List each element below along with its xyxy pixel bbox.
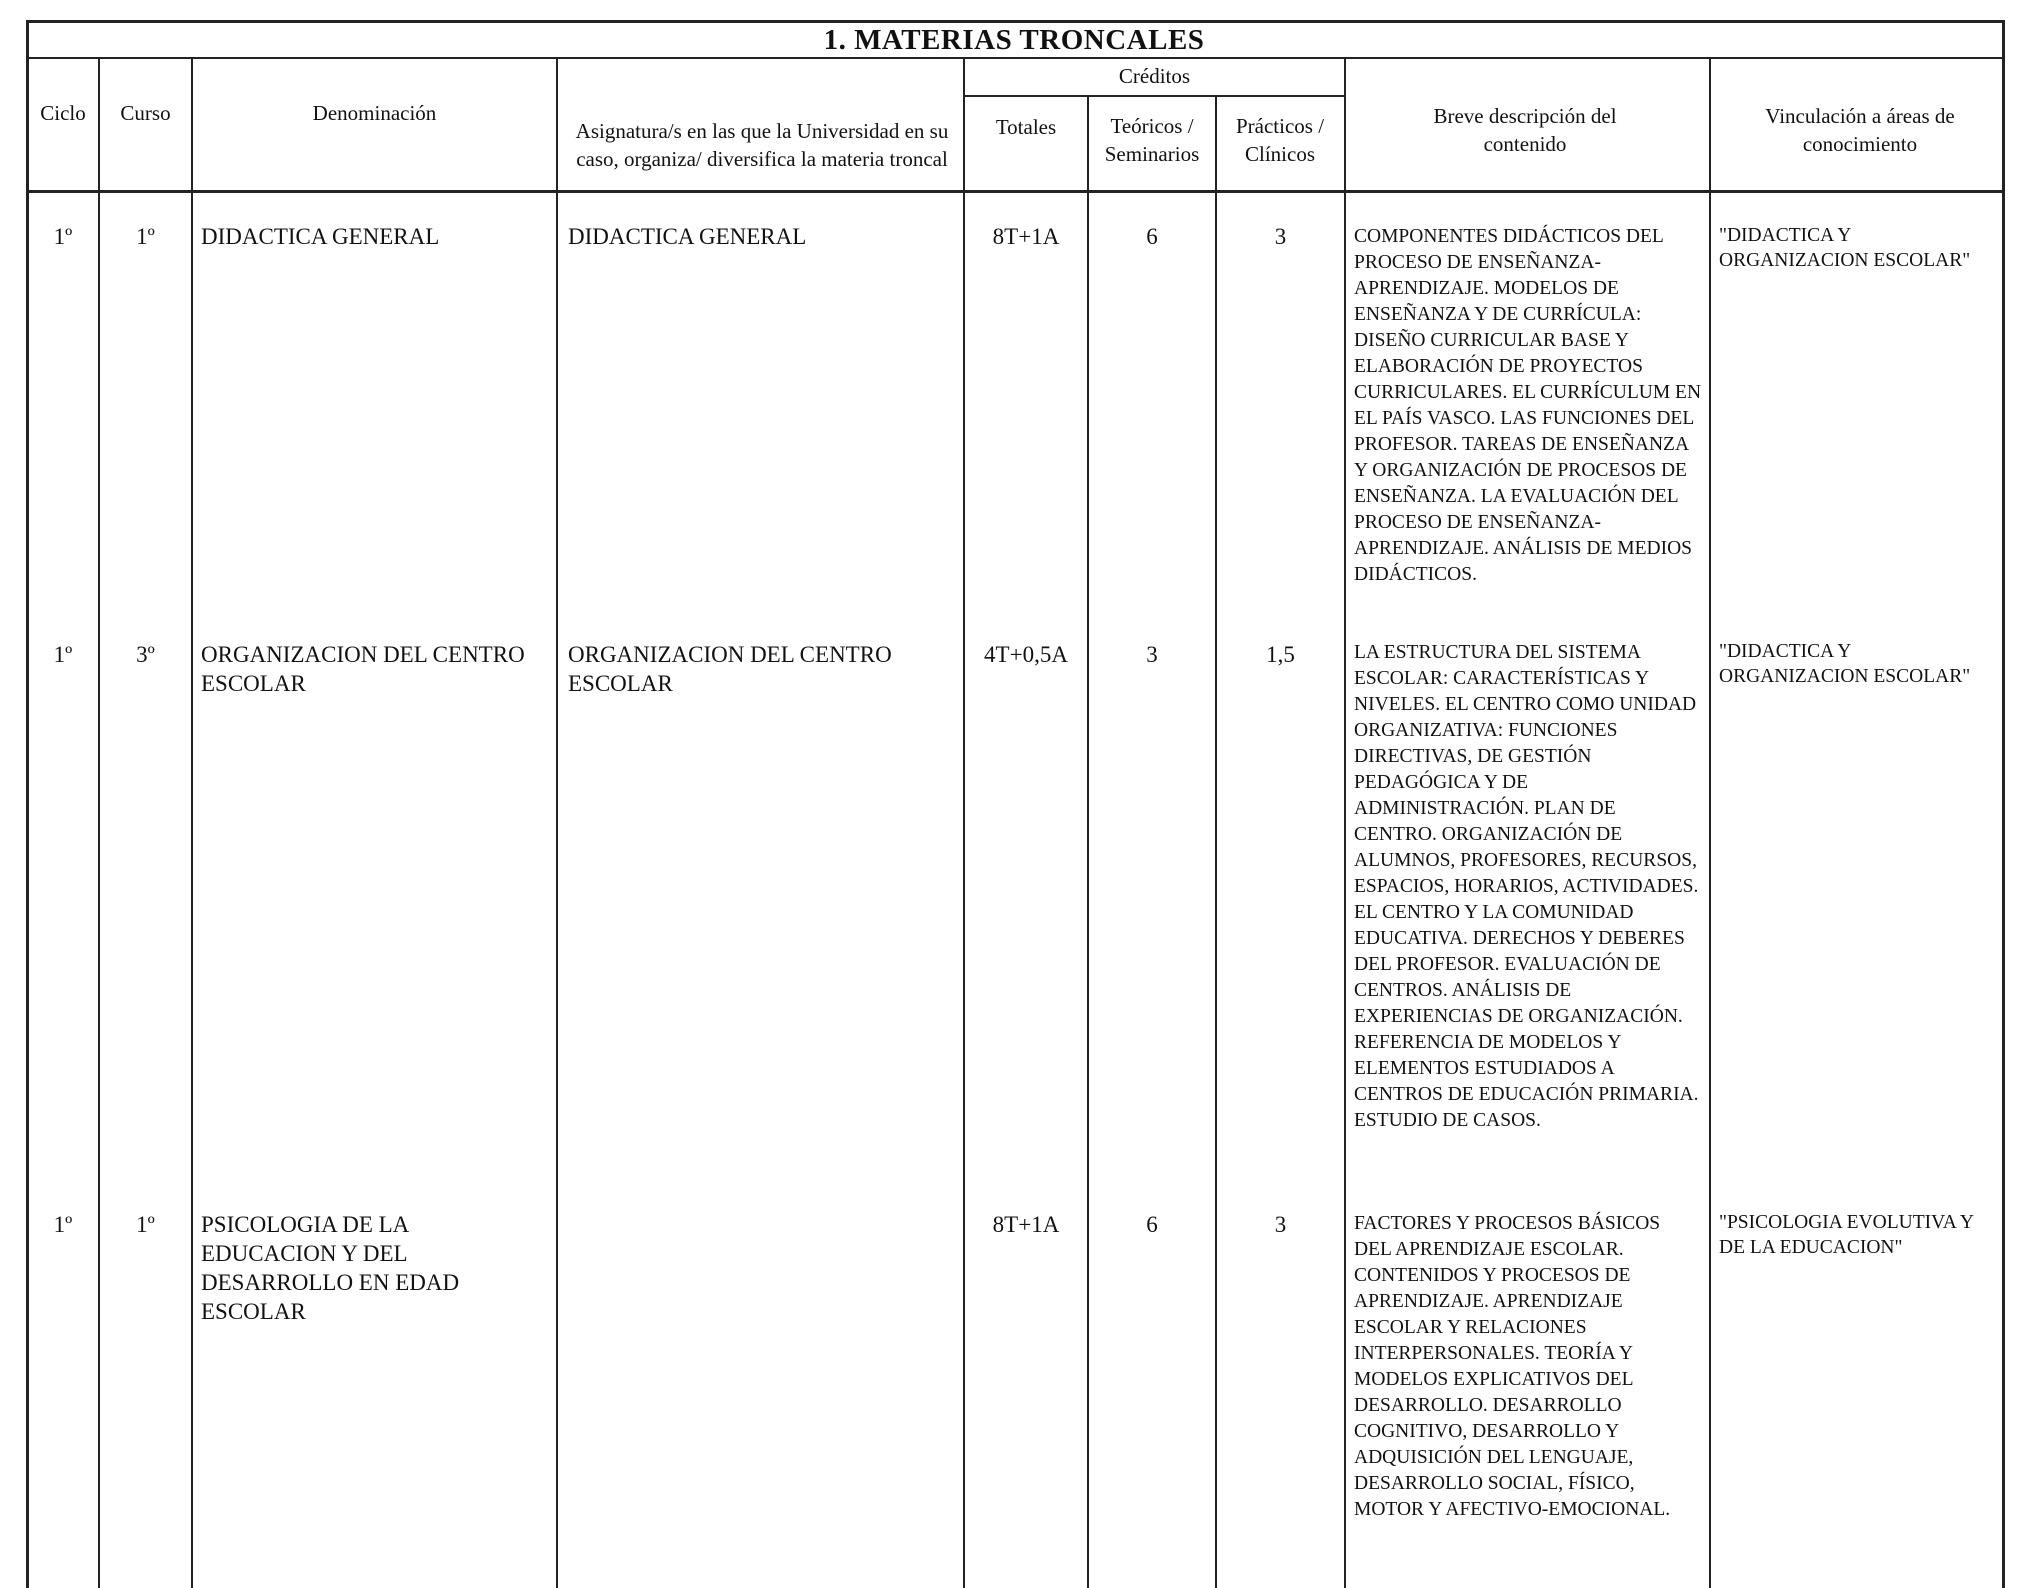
table-right-border bbox=[2002, 20, 2005, 1588]
header-bottom-border bbox=[26, 190, 2004, 193]
creditos-divider bbox=[963, 95, 1344, 97]
col-divider-asignatura-totales bbox=[963, 57, 965, 1588]
header-teoricos: Teóricos / Seminarios bbox=[1104, 114, 1200, 166]
row2-curso: 3º bbox=[136, 642, 155, 667]
header-vinculacion: Vinculación a áreas de conocimiento bbox=[1765, 104, 1955, 156]
row1-denominacion: DIDACTICA GENERAL bbox=[201, 224, 440, 249]
table-left-border bbox=[26, 20, 29, 1588]
row1-teoricos: 6 bbox=[1146, 224, 1158, 249]
row3-denominacion: PSICOLOGIA DE LA EDUCACION Y DEL DESARROLLO EN EDAD ESCOLAR bbox=[201, 1212, 460, 1324]
row3-curso: 1º bbox=[136, 1212, 155, 1237]
header-curso: Curso bbox=[120, 101, 171, 125]
row2-vinculacion: "DIDACTICA Y ORGANIZACION ESCOLAR" bbox=[1719, 641, 1971, 687]
col-divider-denominacion-asignatura bbox=[556, 57, 558, 1588]
table-title: 1. MATERIAS TRONCALES bbox=[823, 24, 1205, 56]
header-practicos: Prácticos / Clínicos bbox=[1235, 114, 1325, 166]
header-totales: Totales bbox=[995, 115, 1057, 139]
col-divider-teoricos-practicos bbox=[1215, 95, 1217, 1588]
row1-practicos: 3 bbox=[1274, 224, 1287, 249]
col-divider-practicos-descripcion bbox=[1344, 57, 1346, 1588]
col-divider-ciclo-curso bbox=[98, 57, 100, 1588]
row3-totales: 8T+1A bbox=[992, 1212, 1060, 1237]
title-bottom-border bbox=[26, 57, 2004, 59]
row1-descripcion: COMPONENTES DIDÁCTICOS DEL PROCESO DE ENSEÑANZA-APRENDIZAJE. MODELOS DE ENSEÑANZA Y DE CURRÍCULA: DISEÑO CURRICULAR BASE Y ELABORACIÓN DE PROYECTOS CURRICULARES. EL CURRÍCULUM EN EL PAÍS VASCO. LAS FUNCIONES DEL PROFESOR. TAREAS DE ENSEÑANZA Y ORGANIZACIÓN DE PROCESOS DE ENSEÑANZA. LA EVALUACIÓN DEL PROCESO DE ENSEÑANZA-APRENDIZAJE. ANÁLISIS DE MEDIOS DIDÁCTICOS. bbox=[1354, 226, 1702, 585]
row1-curso: 1º bbox=[136, 224, 155, 249]
row1-asignatura: DIDACTICA GENERAL bbox=[568, 224, 807, 249]
header-denominacion: Denominación bbox=[312, 101, 437, 125]
row1-vinculacion: "DIDACTICA Y ORGANIZACION ESCOLAR" bbox=[1719, 225, 1971, 271]
header-asignatura: Asignatura/s en las que la Universidad en su caso, organiza/ diversifica la materia troncal bbox=[575, 119, 949, 171]
row2-practicos: 1,5 bbox=[1266, 642, 1295, 667]
row3-descripcion: FACTORES Y PROCESOS BÁSICOS DEL APRENDIZAJE ESCOLAR. CONTENIDOS Y PROCESOS DE APRENDIZAJE. APRENDIZAJE ESCOLAR Y RELACIONES INTERPERSONALES. TEORÍA Y MODELOS EXPLICATIVOS DEL DESARROLLO. DESARROLLO COGNITIVO, DESARROLLO Y ADQUISICIÓN DEL LENGUAJE, DESARROLLO SOCIAL, FÍSICO, MOTOR Y AFECTIVO-EMOCIONAL. bbox=[1354, 1213, 1671, 1520]
col-divider-descripcion-vinculacion bbox=[1709, 57, 1711, 1588]
row3-vinculacion: "PSICOLOGIA EVOLUTIVA Y DE LA EDUCACION" bbox=[1719, 1212, 1974, 1258]
col-divider-totales-teoricos bbox=[1087, 95, 1089, 1588]
header-descripcion: Breve descripción del contenido bbox=[1433, 104, 1617, 156]
header-creditos: Créditos bbox=[1118, 64, 1191, 88]
row3-ciclo: 1º bbox=[53, 1212, 73, 1237]
row2-ciclo: 1º bbox=[53, 642, 73, 667]
row1-ciclo: 1º bbox=[53, 224, 73, 249]
row3-practicos: 3 bbox=[1274, 1212, 1287, 1237]
row2-totales: 4T+0,5A bbox=[984, 642, 1068, 667]
col-divider-curso-denominacion bbox=[191, 57, 193, 1588]
row2-teoricos: 3 bbox=[1146, 642, 1158, 667]
row2-denominacion: ORGANIZACION DEL CENTRO ESCOLAR bbox=[201, 642, 525, 696]
row2-descripcion: LA ESTRUCTURA DEL SISTEMA ESCOLAR: CARACTERÍSTICAS Y NIVELES. EL CENTRO COMO UNIDAD ORGANIZATIVA: FUNCIONES DIRECTIVAS, DE GESTIÓN PEDAGÓGICA Y DE ADMINISTRACIÓN. PLAN DE CENTRO. ORGANIZACIÓN DE ALUMNOS, PROFESORES, RECURSOS, ESPACIOS, HORARIOS, ACTIVIDADES. EL CENTRO Y LA COMUNIDAD EDUCATIVA. DERECHOS Y DEBERES DEL PROFESOR. EVALUACIÓN DE CENTROS. ANÁLISIS DE EXPERIENCIAS DE ORGANIZACIÓN. REFERENCIA DE MODELOS Y ELEMENTOS ESTUDIADOS A CENTROS DE EDUCACIÓN PRIMARIA. ESTUDIO DE CASOS. bbox=[1354, 642, 1699, 1131]
row1-totales: 8T+1A bbox=[992, 224, 1060, 249]
header-ciclo: Ciclo bbox=[40, 101, 86, 125]
row2-asignatura: ORGANIZACION DEL CENTRO ESCOLAR bbox=[568, 642, 892, 696]
row3-teoricos: 6 bbox=[1146, 1212, 1158, 1237]
